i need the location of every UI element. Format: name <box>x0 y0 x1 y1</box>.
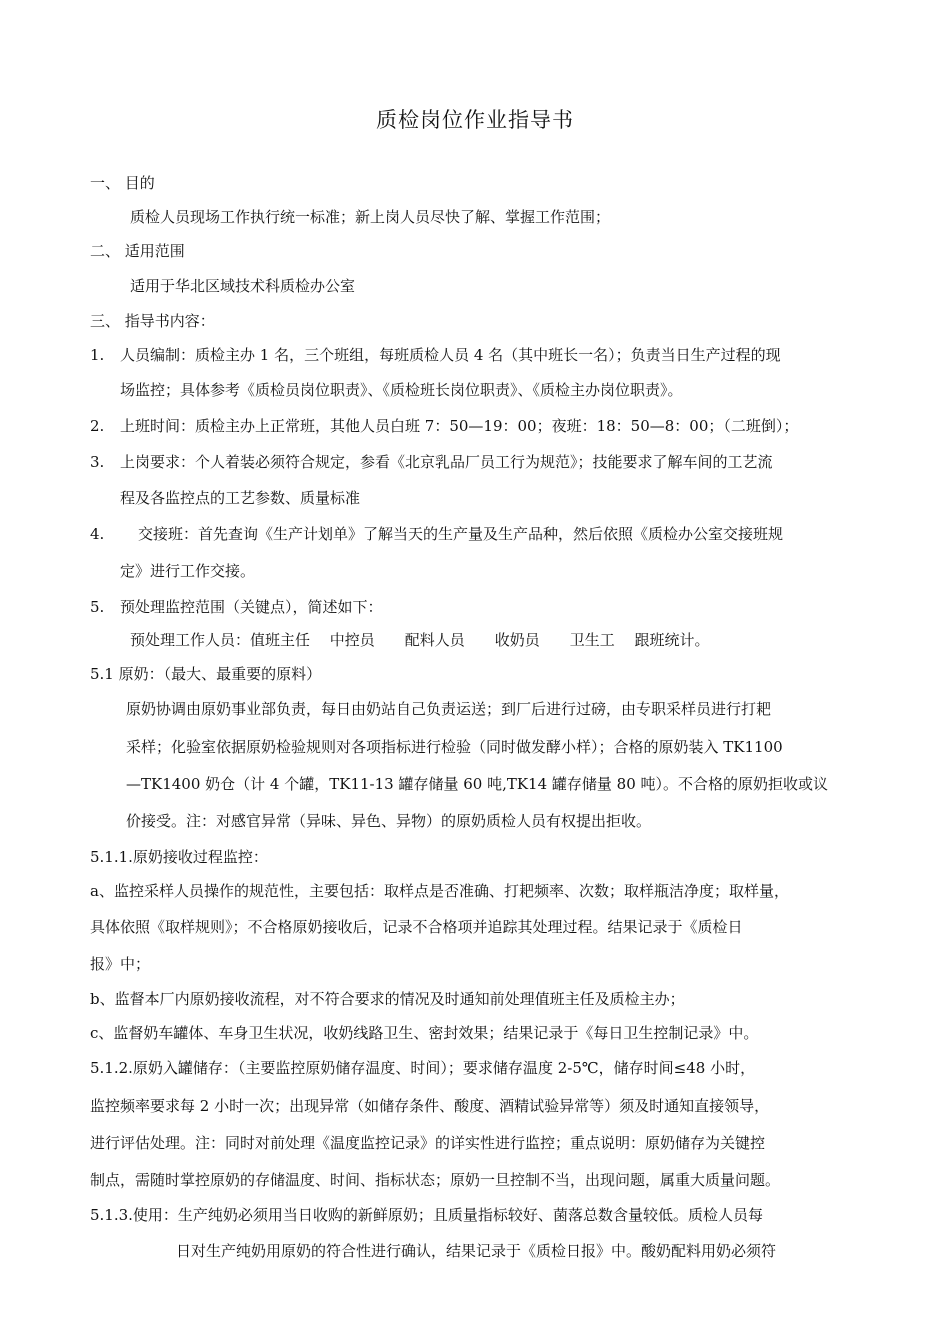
paragraph: c、监督奶车罐体、车身卫生状况，收奶线路卫生、密封效果；结果记录于《每日卫生控制记录》中。 <box>90 1024 759 1042</box>
list-number: 5. <box>90 598 105 616</box>
paragraph: 适用于华北区域技术科质检办公室 <box>130 277 356 295</box>
list-item-text: 人员编制：质检主办 1 名，三个班组，每班质检人员 4 名（其中班长一名）；负责当日生产过程的现 <box>120 346 781 364</box>
paragraph: 预处理工作人员：值班主任 中控员 配料人员 收奶员 卫生工 跟班统计。 <box>130 631 710 649</box>
paragraph: 价接受。注：对感官异常（异味、异色、异物）的原奶质检人员有权提出拒收。 <box>126 812 652 830</box>
section-heading-scope: 二、 适用范围 <box>90 242 185 260</box>
list-number: 2. <box>90 417 105 435</box>
paragraph: 原奶协调由原奶事业部负责，每日由奶站自己负责运送；到厂后进行过磅，由专职采样员进行打耙 <box>126 700 772 718</box>
subsection-heading: 5.1.1.原奶接收过程监控： <box>90 848 268 866</box>
list-number: 4. <box>90 525 105 543</box>
list-item-text: 场监控；具体参考《质检员岗位职责》、《质检班长岗位职责》、《质检主办岗位职责》。 <box>120 381 683 399</box>
paragraph: 质检人员现场工作执行统一标准；新上岗人员尽快了解、掌握工作范围； <box>130 208 611 226</box>
paragraph: —TK1400 奶仓（计 4 个罐，TK11-13 罐存储量 60 吨,TK14 罐存储量 80 吨）。不合格的原奶拒收或议 <box>126 775 829 793</box>
section-heading-purpose: 一、 目的 <box>90 174 155 192</box>
list-item-text: 预处理监控范围（关键点），简述如下： <box>120 598 383 616</box>
paragraph: a、监控采样人员操作的规范性，主要包括：取样点是否准确、打耙频率、次数；取样瓶洁净度；取样量， <box>90 882 789 900</box>
paragraph: 进行评估处理。注：同时对前处理《温度监控记录》的详实性进行监控；重点说明：原奶储存为关键控 <box>90 1134 766 1152</box>
list-item-text: 上班时间：质检主办上正常班，其他人员白班 7：50—19：00；夜班：18：50—8：00；（二班倒）； <box>120 417 799 435</box>
paragraph: 监控频率要求每 2 小时一次；出现异常（如储存条件、酸度、酒精试验异常等）须及时通知直接领导， <box>90 1097 770 1115</box>
paragraph: 制点，需随时掌控原奶的存储温度、时间、指标状态；原奶一旦控制不当，出现问题，属重大质量问题。 <box>90 1171 781 1189</box>
list-number: 3. <box>90 453 105 471</box>
paragraph: 具体依照《取样规则》；不合格原奶接收后，记录不合格项并追踪其处理过程。结果记录于《质检日 <box>90 918 743 936</box>
paragraph: 报》中； <box>90 955 151 973</box>
subsection-heading: 5.1.2.原奶入罐储存：（主要监控原奶储存温度、时间）；要求储存温度 2-5℃，储存时间≤48 小时， <box>90 1059 756 1077</box>
subsection-heading: 5.1 原奶：（最大、最重要的原料） <box>90 665 322 683</box>
list-item-text: 交接班：首先查询《生产计划单》了解当天的生产量及生产品种，然后依照《质检办公室交接班规 <box>138 525 784 543</box>
list-item-text: 程及各监控点的工艺参数、质量标准 <box>120 489 361 507</box>
paragraph: 采样；化验室依据原奶检验规则对各项指标进行检验（同时做发酵小样）；合格的原奶装入 TK1100 <box>126 738 783 756</box>
list-item-text: 上岗要求：个人着装必须符合规定，参看《北京乳品厂员工行为规范》；技能要求了解车间的工艺流 <box>120 453 773 471</box>
list-item-text: 定》进行工作交接。 <box>120 562 256 580</box>
subsection-heading: 5.1.3.使用：生产纯奶必须用当日收购的新鲜原奶；且质量指标较好、菌落总数含量较低。质检人员每 <box>90 1206 763 1224</box>
section-heading-content: 三、 指导书内容： <box>90 312 215 330</box>
list-number: 1. <box>90 346 105 364</box>
paragraph: b、监督本厂内原奶接收流程，对不符合要求的情况及时通知前处理值班主任及质检主办； <box>90 990 685 1008</box>
page-title: 质检岗位作业指导书 <box>376 108 574 132</box>
paragraph: 日对生产纯奶用原奶的符合性进行确认，结果记录于《质检日报》中。酸奶配料用奶必须符 <box>176 1242 777 1260</box>
